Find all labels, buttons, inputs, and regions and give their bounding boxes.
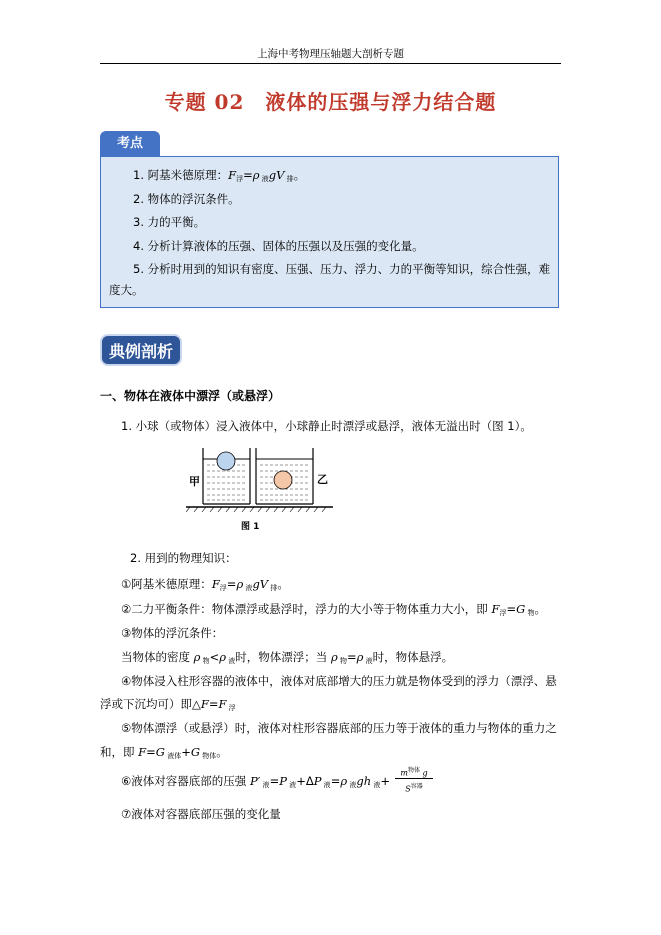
dianli-tab: 典例剖析 xyxy=(100,334,182,366)
fraction-numerator: $m^{物体}$ g xyxy=(395,765,433,779)
knowledge-4b: 浮或下沉均可）即△F=F $_浮$ xyxy=(100,697,236,712)
figure-1 xyxy=(186,440,346,519)
ball-right xyxy=(274,471,292,489)
knowledge-3: ③物体的浮沉条件： xyxy=(121,626,224,640)
knowledge-7: ⑦液体对容器底部压强的变化量 xyxy=(121,807,281,821)
page-title: 专题 02 液体的压强与浮力结合题 xyxy=(164,90,497,114)
container-left xyxy=(203,448,250,504)
ball-left xyxy=(217,452,235,470)
fraction-denominator: $S^{容器}$ xyxy=(405,783,423,794)
figure-caption: 图 1 xyxy=(241,522,260,532)
kaodian-item-5a: 5. 分析时用到的知识有密度、压强、压力、浮力、力的平衡等知识，综合性强，难 xyxy=(133,262,551,276)
section-heading: 一、物体在液体中漂浮（或悬浮） xyxy=(100,389,281,403)
kaodian-item-1: 1. 阿基米德原理：$F_浮=\rho$ $_液$gV $_排$。 xyxy=(133,168,306,183)
container-right xyxy=(256,448,313,504)
kaodian-item-4: 4. 分析计算液体的压强、固体的压强以及压强的变化量。 xyxy=(133,239,424,253)
knowledge-5a: ⑤物体漂浮（或悬浮）时，液体对柱形容器底部的压力等于液体的重力与物体的重力之 xyxy=(121,721,557,735)
figure-label-left: 甲 xyxy=(189,475,200,488)
knowledge-3-detail: 当物体的密度 ρ $_物$<ρ $_液$时，物体漂浮；当 ρ $_物$=ρ $_液$时，物体悬浮。 xyxy=(121,650,454,665)
kaodian-item-2: 2. 物体的浮沉条件。 xyxy=(133,192,240,206)
kaodian-box xyxy=(100,156,559,308)
knowledge-1: ①阿基米德原理：$F_浮=\rho$ $_液$gV $_排$。 xyxy=(121,577,289,592)
kaodian-item-5b: 度大。 xyxy=(109,283,144,297)
figure-label-right: 乙 xyxy=(317,473,328,486)
knowledge-6: ⑥液体对容器底部的压强 P′ $_液$=P $_液$+ΔP $_液$=ρ $_液$gh $_液$+ xyxy=(121,774,390,789)
paragraph-1: 1. 小球（或物体）浸入液体中，小球静止时漂浮或悬浮，液体无溢出时（图 1）。 xyxy=(121,419,532,433)
header-rule xyxy=(100,63,561,64)
paragraph-2: 2. 用到的物理知识： xyxy=(130,551,237,565)
knowledge-2: ②二力平衡条件：物体漂浮或悬浮时，浮力的大小等于物体重力大小，即 $F_浮=G$ $_物$。 xyxy=(121,602,547,617)
kaodian-tab: 考点 xyxy=(100,131,160,157)
kaodian-item-3: 3. 力的平衡。 xyxy=(133,215,206,229)
knowledge-4a: ④物体浸入柱形容器的液体中，液体对底部增大的压力就是物体受到的浮力（漂浮、悬 xyxy=(121,674,557,688)
knowledge-5b: 和，即 F=G $_{液体}$+G $_{物体}$。 xyxy=(100,745,228,760)
page-header: 上海中考物理压轴题大剖析专题 xyxy=(257,48,404,60)
